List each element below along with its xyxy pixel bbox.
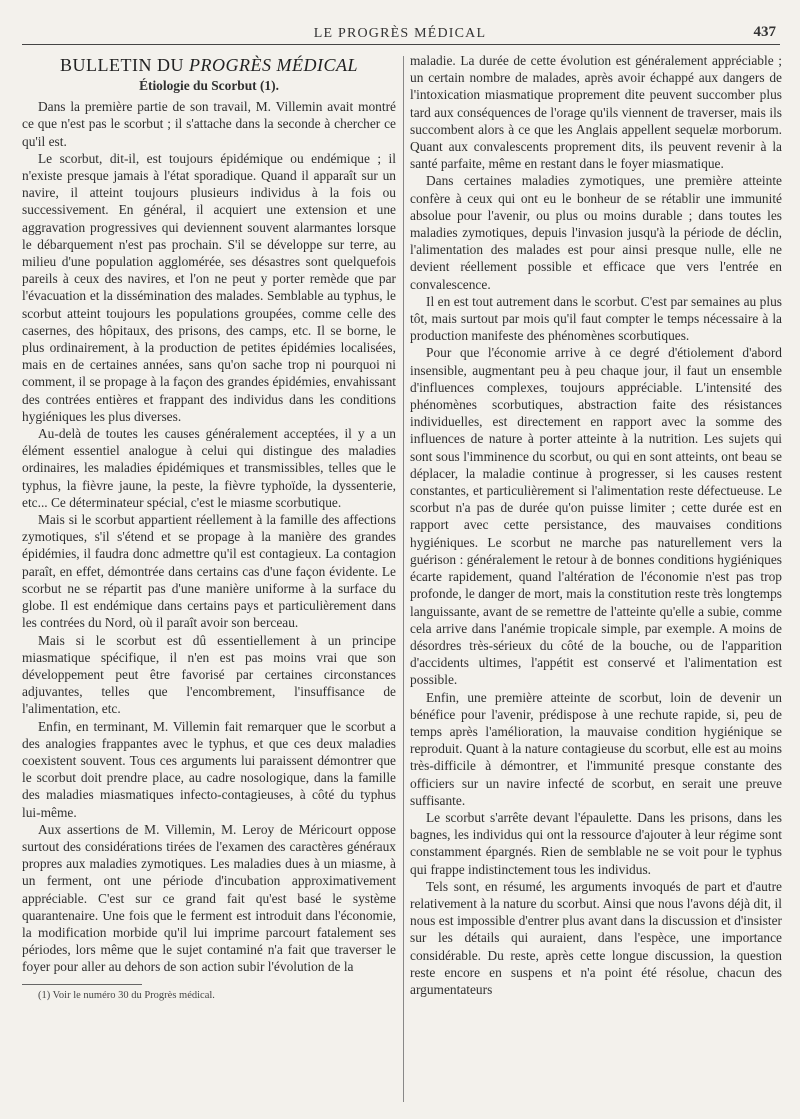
paragraph: Enfin, une première atteinte de scorbut, loin de devenir un bénéfice pour l'avenir, prédispose à une rechute rapide, si, peu de temps après l'amélioration, la mauvaise condition hygiénique se reproduit. Quant à la nature contagieuse du scorbut, elle est au moins très-difficile à démontrer, et l'immunité presque constante des officiers sur un navire infecté de scorbut, en serait une preuve suffisante. (410, 689, 782, 808)
paragraph: Au-delà de toutes les causes généralement acceptées, il y a un élément essentiel analogue à celui qui distingue des maladies ordinaires, les maladies épidémiques et transmissibles, telles que le typhus, la fièvre jaune, la peste, la fièvre typhoïde, la dyssenterie, etc... Ce déterminateur spécial, c'est le miasme scorbutique. (22, 426, 396, 510)
column-divider (403, 56, 404, 1102)
paragraph: Il en est tout autrement dans le scorbut. C'est par semaines au plus tôt, mais surtout par mois qu'il faut compter le temps nécessaire à la production manifeste des phénomènes scorbutiques. (410, 293, 782, 344)
paragraph: Pour que l'économie arrive à ce degré d'étiolement d'abord insensible, augmentant peu à peu chaque jour, il faut un ensemble d'influences complexes, toujours appréciable. L'intensité des phénomènes scorbutiques, abstraction faite des résistances individuelles, est directement en rapport avec la somme des influences de nature à porter atteinte à la nutrition. Les sujets qui sont sous l'imminence du scorbut, ou qui en sont atteints, ont beau se déplacer, la maladie continue à progresser, si les causes restent constantes, et particulièrement si l'alimentation reste défectueuse. Le scorbut n'a pas de durée qu'on puisse limiter ; cette durée est en rapport avec cette persistance, des mauvaises conditions hygiéniques. Le scorbut ne marche pas naturellement vers la guérison : généralement le retour à de bonnes conditions hygiéniques écarte rapidement, quand l'altération de l'économie n'est pas trop profonde, le danger de mort, mais la constitution reste très longtemps languissante, avant de se remettre de l'atteinte qu'elle a subie, comme cela arrive dans l'anémie tropicale simple, par exemple. A moins de désordres très-sérieux du côté de la bouche, ou de l'apparition d'accidents ultimes, l'appétit est conservé et l'alimentation est possible. (410, 345, 782, 688)
left-column (22, 52, 396, 1102)
paragraph: Mais si le scorbut est dû essentiellement à un principe miasmatique spécifique, il n'en est pas moins vrai que son développement peut être favorisé par certaines circonstances adjuvantes, telles que l'encombrement, l'insuffisance de l'alimentation, etc. (22, 632, 396, 717)
paragraph: Dans la première partie de son travail, M. Villemin avait montré ce que n'est pas le scorbut ; il s'attache dans la seconde à chercher ce qu'il est. (22, 99, 396, 149)
paragraph: Dans certaines maladies zymotiques, une première atteinte confère à ceux qui ont eu le bonheur de se rétablir une immunité absolue pour l'avenir, ou plus ou moins durable ; dans toutes les maladies zymotiques, depuis l'invasion jusqu'à la période de déclin, l'alimentation des malades est pour ainsi presque nulle, elle ne devient réellement possible et efficace que vers l'entrée en convalescence. (410, 173, 782, 292)
page-number: 437 (753, 24, 776, 40)
running-title: LE PROGRÈS MÉDICAL (313, 26, 487, 41)
header-rule (22, 44, 780, 45)
paragraph: Aux assertions de M. Villemin, M. Leroy de Méricourt oppose surtout des considérations tirées de l'examen des caractères généraux propres aux maladies zymotiques. Les maladies dues à un miasme, à un ferment, ont une période d'incubation approximativement appréciable. C'est sur ce grand fait qu'est basé le système quarantenaire. Une fois que le ferment est introduit dans l'économie, la modification morbide qu'il lui imprime parcourt fatalement ses périodes, lors même que le sujet contaminé n'a fait que traverser le foyer pour aller au dehors de son action subir l'évolution de la (22, 821, 396, 975)
footnote-rule (22, 984, 142, 985)
paragraph: Mais si le scorbut appartient réellement à la famille des affections zymotiques, s'il s'étend et se propage à la manière des grandes épidémies, il faudra donc admettre qu'il est contagieux. La contagion paraît, en effet, démontrée dans certains cas d'une façon évidente. Le scorbut ne se répartit pas d'une manière uniforme à la surface du globe. Il est endémique dans certains pays et particulièrement dans les contrées du Nord, où il paraît avoir son berceau. (22, 512, 396, 631)
paragraph: Le scorbut s'arrête devant l'épaulette. Dans les prisons, dans les bagnes, les individus qui ont la ressource d'ajouter à leur régime sont constamment épargnés. Rien de semblable ne se voit pour le typhus qui frappe indistinctement tous les individus. (410, 809, 782, 877)
bulletin-title (22, 55, 396, 75)
bulletin-title-italic: PROGRÈS MÉDICAL (189, 55, 358, 75)
article-subtitle: Étiologie du Scorbut (1). (139, 78, 279, 93)
paragraph: Le scorbut, dit-il, est toujours épidémique ou endémique ; il n'existe presque jamais à l'état sporadique. Quand il apparaît sur un navire, il atteint toujours plusieurs individus à la fois ou successivement. En général, il acquiert une extension et une aggravation progressives qui deviennent souvent alarmantes lorsque le débarquement n'est pas prochain. S'il se développe sur terre, au milieu d'une population agglomérée, ses désastres sont quelquefois pareils à ceux des navires, et l'on ne peut y porter remède que par l'évacuation et la dissémination des malades. Semblable au typhus, le scorbut atteint toujours les populations groupées, comme celle des casernes, des hôpitaux, des prisons, des camps, etc. Il se borne, le plus ordinairement, à la production de petites épidémies localisées, mais en de certaines années, sans qu'on sache trop ni pourquoi ni comment, il se propage à la façon des grandes épidémies, envahissant des contrées entières et frappant des individus dans les conditions hygiéniques les plus diverses. (22, 150, 396, 424)
paragraph: maladie. La durée de cette évolution est généralement appréciable ; un certain nombre de malades, après avoir échappé aux dangers de l'intoxication miasmatique proprement dite peuvent succomber plus tard aux conséquences de l'orage qu'ils viennent de traverser, mais ils succombent alors à ce que les Anglais appellent sequelæ morborum. Quant aux convalescents proprement dits, ils peuvent revenir à la santé parfaite, même en restant dans le foyer miasmatique. (410, 53, 782, 172)
paragraph: Enfin, en terminant, M. Villemin fait remarquer que le scorbut a des analogies frappantes avec le typhus, et que ces deux maladies coexistent souvent. Tous ces arguments lui paraissent démontrer que le scorbut doit prendre place, au cadre nosologique, dans la famille des maladies miasmatiques infecto-contagieuses, à côté du typhus lui-même. (22, 718, 396, 820)
bulletin-title-main: BULLETIN DU (60, 55, 189, 75)
footnote: (1) Voir le numéro 30 du Progrès médical. (38, 989, 215, 1001)
right-column (410, 52, 782, 1102)
paragraph: Tels sont, en résumé, les arguments invoqués de part et d'autre relativement à la nature du scorbut. Ainsi que nous l'avons déjà dit, il nous est impossible d'entrer plus avant dans la discussion et d'insister sur les détails qui auraient, dans l'espèce, une importance considérable. Du reste, après cette longue discussion, la question reste encore en suspens et n'a point été résolue, chacun des argumentateurs (410, 878, 782, 997)
